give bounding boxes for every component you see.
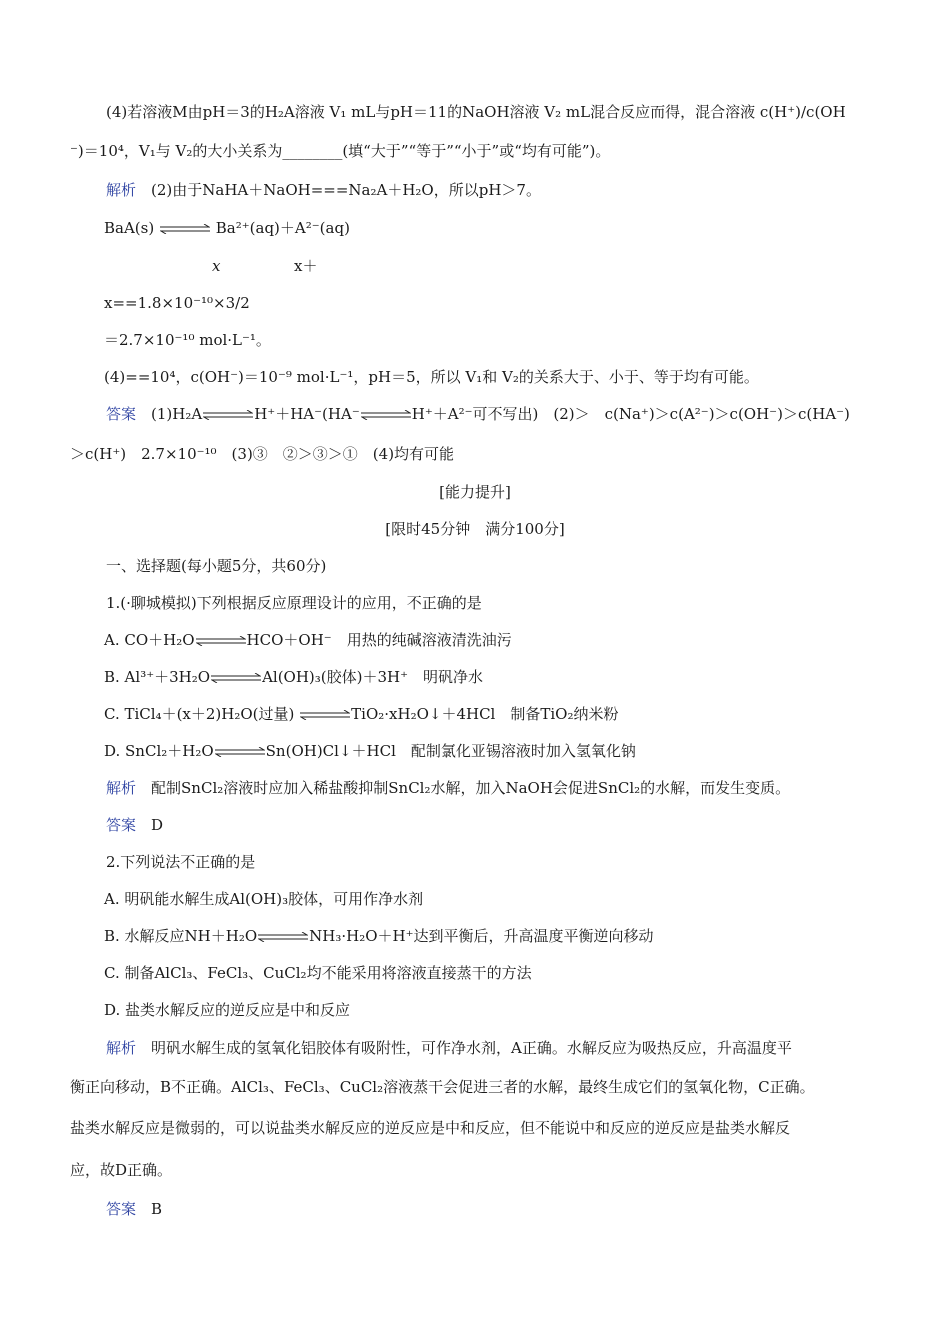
option-b-right: Al(OH)₃(胶体)＋3H⁺ 明矾净水	[262, 668, 484, 686]
option-d-right: Sn(OH)Cl↓＋HCl 配制氯化亚锡溶液时加入氢氧化钠	[265, 742, 636, 760]
q2-option-b	[104, 926, 654, 946]
q2-answer	[106, 1199, 162, 1219]
analysis-label: 解析	[106, 181, 137, 199]
q2-option-a: A. 明矾能水解生成Al(OH)₃胶体，可用作净水剂	[104, 890, 424, 908]
calc-line-2: ＝2.7×10⁻¹⁰ mol·L⁻¹。	[104, 331, 271, 349]
q2-analysis-line-4: 应，故D正确。	[70, 1161, 173, 1179]
analysis-label: 解析	[106, 779, 137, 797]
option-a-right: HCO＋OH⁻ 用热的纯碱溶液清洗油污	[246, 631, 512, 649]
answer-part-3: H⁺＋A²⁻可不写出) (2)＞ c(Na⁺)＞c(A²⁻)＞c(OH⁻)＞c(HA⁻)	[411, 405, 850, 423]
answer-line-2: ＞c(H⁺) 2.7×10⁻¹⁰ (3)③ ②＞③＞① (4)均有可能	[70, 445, 455, 463]
option-b-right: NH₃·H₂O＋H⁺达到平衡后，升高温度平衡逆向移动	[309, 927, 654, 945]
q2-analysis-line-2: 衡正向移动，B不正确。AlCl₃、FeCl₃、CuCl₂溶液蒸干会促进三者的水解，最终生成它们的氢氧化物，C正确。	[70, 1078, 815, 1096]
q1-analysis	[106, 778, 790, 798]
equilibrium-equation	[104, 218, 350, 238]
equilibrium-arrow-icon	[361, 410, 411, 420]
q1-stem: 1.(·聊城模拟)下列根据反应原理设计的应用，不正确的是	[106, 594, 482, 612]
answer-label: 答案	[106, 1200, 137, 1218]
section-title: [能力提升]	[439, 483, 511, 501]
equilibrium-arrow-icon	[215, 747, 265, 757]
q2-analysis-line-1	[106, 1038, 792, 1058]
equilibrium-arrow-icon	[196, 636, 246, 646]
calc-line-1: x==1.8×10⁻¹⁰×3/2	[104, 294, 250, 312]
var-x: x	[212, 257, 221, 275]
calc-line-3: (4)==10⁴，c(OH⁻)＝10⁻⁹ mol·L⁻¹，pH＝5，所以 V₁和 V₂的关系大于、小于、等于均有可能。	[104, 368, 759, 386]
q4-line2: ⁻)＝10⁴，V₁与 V₂的大小关系为________(填“大于”“等于”“小于”或“均有可能”)。	[70, 142, 611, 160]
answer-paragraph	[106, 404, 850, 424]
q1-option-b	[104, 667, 483, 687]
q4-line1: (4)若溶液M由pH＝3的H₂A溶液 V₁ mL与pH＝11的NaOH溶液 V₂ mL混合反应而得，混合溶液 c(H⁺)/c(OH	[106, 103, 846, 121]
q1-option-d	[104, 741, 636, 761]
option-b-left: B. 水解反应NH＋H₂O	[104, 927, 258, 945]
option-d-left: D. SnCl₂＋H₂O	[104, 742, 214, 760]
q2-option-c: C. 制备AlCl₃、FeCl₃、CuCl₂均不能采用将溶液直接蒸干的方法	[104, 964, 532, 982]
part-heading: 一、选择题(每小题5分，共60分)	[106, 557, 327, 575]
time-limit: [限时45分钟 满分100分]	[385, 520, 565, 538]
q2-analysis-line-3: 盐类水解反应是微弱的，可以说盐类水解反应的逆反应是中和反应，但不能说中和反应的逆反应是盐类水解反	[70, 1119, 791, 1137]
q1-option-c	[104, 704, 618, 724]
option-c-left: C. TiCl₄＋(x＋2)H₂O(过量)	[104, 705, 295, 723]
answer-part-2: H⁺＋HA⁻(HA⁻	[254, 405, 360, 423]
equilibrium-arrow-icon	[211, 673, 261, 683]
option-c-right: TiO₂·xH₂O↓＋4HCl 制备TiO₂纳米粉	[351, 705, 619, 723]
analysis-text: 配制SnCl₂溶液时应加入稀盐酸抑制SnCl₂水解，加入NaOH会促进SnCl₂的水解，而发生变质。	[151, 779, 791, 797]
equilibrium-arrow-icon	[160, 224, 210, 234]
equation-right: Ba²⁺(aq)＋A²⁻(aq)	[215, 219, 350, 237]
answer-label: 答案	[106, 816, 137, 834]
option-b-left: B. Al³⁺＋3H₂O	[104, 668, 211, 686]
answer-value: D	[151, 816, 164, 834]
equilibrium-arrow-icon	[300, 710, 350, 720]
equation-left: BaA(s)	[104, 219, 155, 237]
analysis-label: 解析	[106, 1039, 137, 1057]
answer-label: 答案	[106, 405, 137, 423]
analysis-text: (2)由于NaHA＋NaOH===Na₂A＋H₂O，所以pH＞7。	[151, 181, 541, 199]
q1-option-a	[104, 630, 512, 650]
q2-stem: 2.下列说法不正确的是	[106, 853, 256, 871]
equilibrium-arrow-icon	[258, 932, 308, 942]
option-a-left: A. CO＋H₂O	[104, 631, 195, 649]
var-x-plus: x＋	[294, 257, 318, 275]
analysis-text: 明矾水解生成的氢氧化铝胶体有吸附性，可作净水剂，A正确。水解反应为吸热反应，升高温度平	[151, 1039, 792, 1057]
q1-answer	[106, 815, 163, 835]
analysis-paragraph	[106, 180, 541, 200]
equilibrium-arrow-icon	[203, 410, 253, 420]
answer-part-1: (1)H₂A	[151, 405, 203, 423]
q2-option-d: D. 盐类水解反应的逆反应是中和反应	[104, 1001, 351, 1019]
answer-value: B	[151, 1200, 163, 1218]
